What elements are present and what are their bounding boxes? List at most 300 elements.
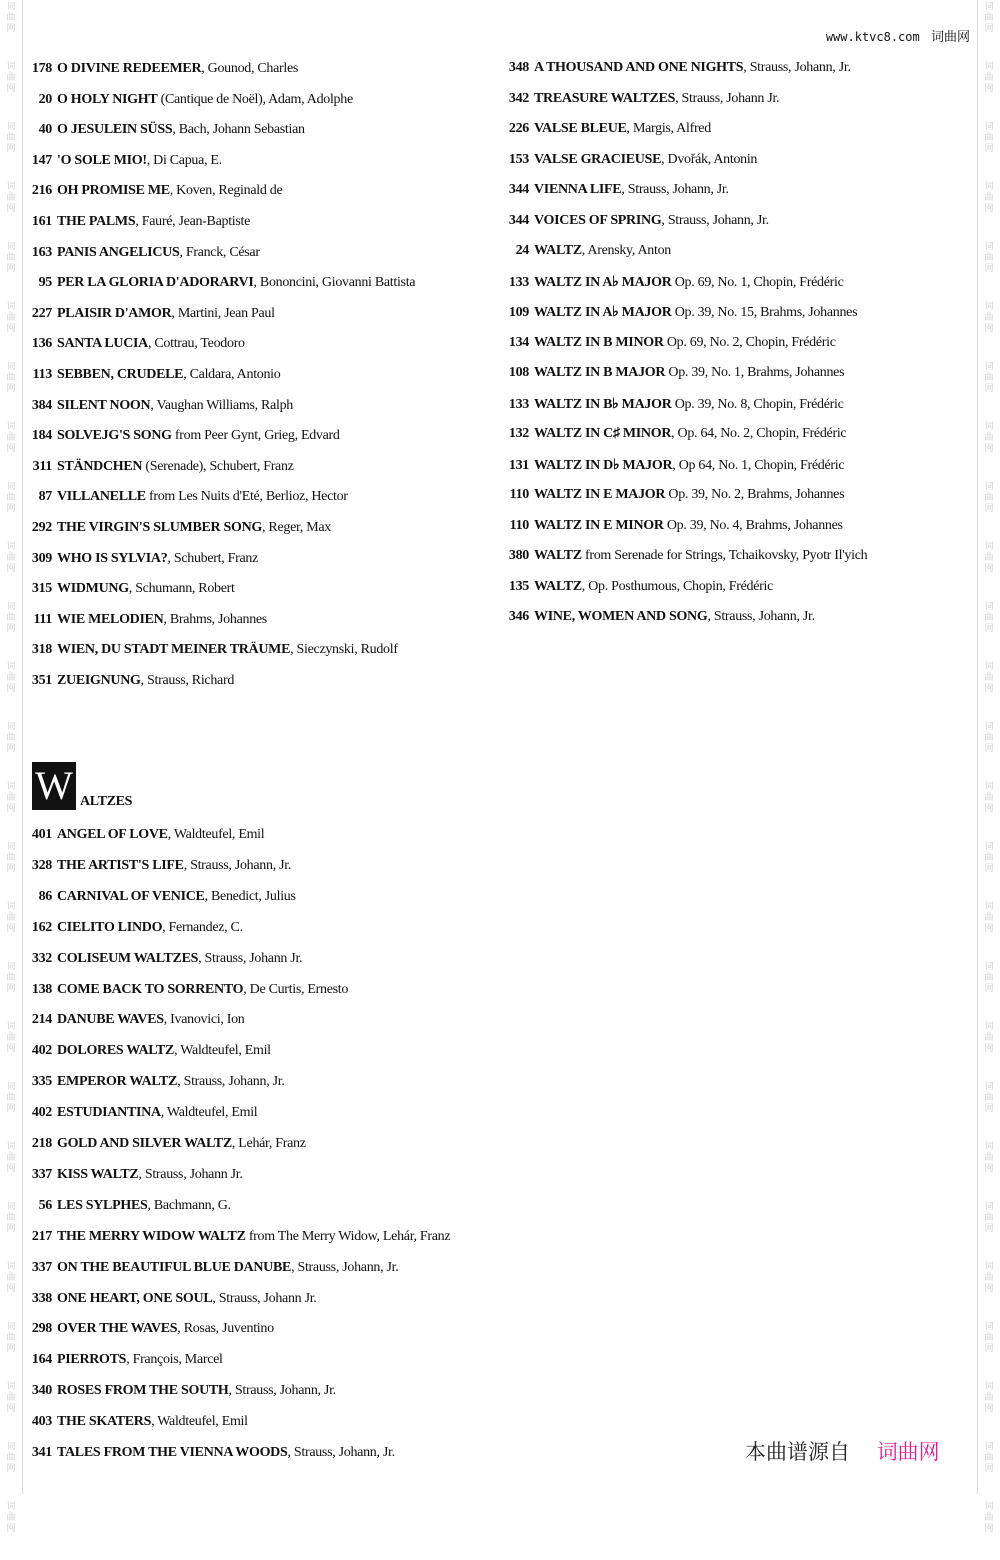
page-number: 380: [508, 548, 529, 563]
watermark-mark: 词 曲 网: [984, 1382, 994, 1414]
song-title: CARNIVAL OF VENICE: [57, 888, 205, 904]
song-composer: , Sieczynski, Rudolf: [290, 642, 398, 658]
song-composer: , Rosas, Juventino: [177, 1321, 274, 1337]
index-entry: [507, 335, 836, 351]
page-number: 138: [31, 981, 52, 997]
page-number: 132: [508, 426, 529, 441]
page-number: 153: [508, 151, 529, 167]
song-title: VIENNA LIFE: [534, 182, 622, 197]
song-title: EMPEROR WALTZ: [57, 1074, 178, 1090]
song-title: VILLANELLE: [57, 489, 146, 505]
song-composer: , Brahms, Johannes: [163, 611, 267, 627]
index-entry: [30, 367, 280, 383]
song-composer: , Strauss, Johann, Jr.: [707, 609, 815, 624]
index-entry: [30, 1043, 271, 1059]
song-composer: , Gounod, Charles: [201, 61, 299, 76]
index-entry: [30, 1445, 395, 1461]
song-composer: , Cottrau, Teodoro: [147, 336, 245, 352]
page-number: 341: [31, 1445, 52, 1460]
watermark-mark: 词 曲 网: [984, 1202, 994, 1234]
page-number: 218: [31, 1136, 52, 1151]
watermark-mark: 词 曲 网: [984, 2, 994, 34]
watermark-mark: 词 曲 网: [6, 62, 16, 94]
song-composer: , Lehár, Franz: [231, 1136, 306, 1151]
watermark-mark: 词 曲 网: [6, 362, 16, 394]
index-entry: [507, 182, 729, 198]
page-number: 384: [31, 397, 52, 413]
song-composer: , Strauss, Johann, Jr.: [177, 1074, 285, 1090]
song-title: WALTZ: [534, 548, 582, 563]
index-entry: [507, 243, 671, 259]
page-number: 133: [508, 274, 529, 290]
index-entry: [30, 398, 293, 414]
index-entry: [30, 1167, 243, 1183]
song-composer: , Benedict, Julius: [204, 888, 296, 904]
page-number: 162: [31, 919, 52, 935]
watermark-mark: 词 曲 网: [6, 602, 16, 634]
page-number: 335: [31, 1074, 52, 1090]
index-entry: [507, 457, 844, 474]
watermark-mark: 词 曲 网: [984, 1082, 994, 1114]
index-entry: [507, 487, 844, 503]
song-composer: (Serenade), Schubert, Franz: [142, 458, 294, 474]
page-number: 402: [31, 1043, 52, 1059]
watermark-mark: 词 曲 网: [6, 1262, 16, 1294]
song-title: PLAISIR D'AMOR: [57, 305, 172, 321]
index-entry: [30, 1074, 285, 1090]
watermark-mark: 词 曲 网: [984, 242, 994, 274]
index-entry: [30, 889, 296, 905]
page-number: 332: [31, 950, 52, 966]
index-entry: [30, 1321, 274, 1337]
song-composer: , Strauss, Johann, Jr.: [743, 60, 851, 75]
left-watermark-strip: [0, 0, 23, 1534]
page-number: 164: [31, 1352, 52, 1368]
watermark-mark: 词 曲 网: [6, 2, 16, 34]
page-number: 337: [31, 1259, 52, 1275]
watermark-mark: 词 曲 网: [984, 122, 994, 154]
watermark-mark: 词 曲 网: [6, 122, 16, 154]
page-number: 337: [31, 1166, 52, 1182]
watermark-mark: 词 曲 网: [984, 722, 994, 754]
watermark-mark: 词 曲 网: [6, 1502, 16, 1534]
page-number: 108: [508, 365, 529, 380]
song-composer: , Strauss, Johann, Jr.: [287, 1445, 395, 1460]
watermark-mark: 词 曲 网: [984, 362, 994, 394]
song-composer: , Op 64, No. 1, Chopin, Frédéric: [672, 457, 845, 473]
watermark-mark: 词 曲 网: [6, 1142, 16, 1174]
footer-source-text: 本曲谱源自: [745, 1440, 850, 1464]
watermark-mark: 词 曲 网: [6, 902, 16, 934]
song-composer: , Fauré, Jean-Baptiste: [135, 214, 251, 229]
song-title: THE SKATERS: [57, 1414, 152, 1430]
song-composer: , Strauss, Johann, Jr.: [621, 182, 729, 197]
song-title: WIEN, DU STADT MEINER TRÄUME: [57, 642, 291, 658]
page-number: 147: [31, 152, 52, 168]
index-entry: [30, 122, 305, 138]
watermark-mark: 词 曲 网: [6, 1322, 16, 1354]
song-title: DOLORES WALTZ: [57, 1043, 175, 1059]
page-number: 110: [509, 487, 529, 502]
page-number: 351: [31, 673, 52, 688]
song-title: ANGEL OF LOVE: [57, 827, 168, 842]
index-entry: [30, 1105, 257, 1121]
song-title: VOICES OF SPRING: [534, 212, 662, 228]
index-entry: [30, 612, 267, 628]
index-entry: [507, 121, 711, 137]
section-title-rest: ALTZES: [80, 794, 133, 809]
index-entry: [507, 548, 867, 564]
index-entry: [507, 91, 779, 107]
song-title: THE VIRGIN'S SLUMBER SONG: [57, 520, 263, 535]
page-number: 133: [508, 396, 529, 412]
watermark-mark: 词 曲 网: [6, 662, 16, 694]
index-entry: [30, 642, 398, 658]
watermark-mark: 词 曲 网: [6, 1382, 16, 1414]
song-composer: , Op. 64, No. 2, Chopin, Frédéric: [671, 426, 847, 441]
song-composer: , Waldteufel, Emil: [151, 1414, 248, 1430]
watermark-mark: 词 曲 网: [6, 542, 16, 574]
page-number: 178: [31, 61, 52, 76]
index-entry: [30, 336, 245, 352]
song-composer: Op. 39, No. 15, Brahms, Johannes: [671, 305, 858, 320]
song-composer: Op. 39, No. 8, Chopin, Frédéric: [671, 396, 844, 412]
index-entry: [30, 459, 294, 475]
page-number: 311: [32, 458, 52, 474]
song-title: THE PALMS: [57, 214, 136, 229]
page-number: 135: [508, 578, 529, 594]
footer-site-link[interactable]: 词曲网: [876, 1440, 940, 1464]
song-title: WHO IS SYLVIA?: [57, 550, 168, 566]
song-composer: , Strauss, Johann, Jr.: [228, 1383, 336, 1399]
song-title: WIE MELODIEN: [57, 611, 164, 627]
index-entry: [30, 306, 275, 322]
watermark-mark: 词 曲 网: [6, 722, 16, 754]
index-entry: [30, 1414, 248, 1430]
watermark-mark: 词 曲 网: [984, 182, 994, 214]
page-number: 344: [508, 182, 529, 197]
page-number: 56: [38, 1197, 52, 1213]
page-number: 216: [31, 183, 52, 199]
watermark-mark: 词 曲 网: [6, 1022, 16, 1054]
song-title: WALTZ IN E MAJOR: [534, 487, 666, 502]
watermark-mark: 词 曲 网: [984, 1142, 994, 1174]
song-title: WALTZ IN A♭ MAJOR: [534, 305, 672, 320]
watermark-mark: 词 曲 网: [984, 1442, 994, 1474]
watermark-mark: 词 曲 网: [6, 1202, 16, 1234]
page-number: 342: [508, 90, 529, 106]
page-number: 109: [508, 305, 529, 320]
song-composer: , Ivanovici, Ion: [163, 1012, 245, 1028]
page-number: 86: [38, 888, 52, 904]
song-title: TALES FROM THE VIENNA WOODS: [57, 1445, 288, 1460]
index-entry: [507, 426, 846, 442]
song-composer: , Waldteufel, Emil: [167, 827, 265, 842]
watermark-mark: 词 曲 网: [984, 1322, 994, 1354]
index-entry: [30, 1291, 317, 1307]
watermark-mark: 词 曲 网: [984, 842, 994, 874]
watermark-mark: 词 曲 网: [6, 302, 16, 334]
song-title: WALTZ IN D♭ MAJOR: [534, 457, 673, 473]
index-entry: [30, 982, 348, 998]
page-number: 348: [508, 60, 529, 75]
index-entry: [30, 245, 260, 261]
index-entry: [30, 1136, 306, 1152]
page-header: [826, 26, 970, 45]
song-title: O DIVINE REDEEMER: [57, 61, 202, 76]
song-composer: , Margis, Alfred: [626, 121, 711, 136]
index-entry: [507, 60, 851, 76]
page-number: 309: [31, 550, 52, 566]
index-entry: [30, 183, 282, 199]
index-entry: [30, 1012, 245, 1028]
song-composer: , Strauss, Johann Jr.: [212, 1290, 317, 1306]
song-title: VALSE GRACIEUSE: [534, 151, 662, 167]
site-brand: 词曲网: [930, 30, 970, 45]
song-title: WINE, WOMEN AND SONG: [534, 609, 708, 624]
index-entry: [507, 152, 757, 168]
song-composer: , Schumann, Robert: [128, 581, 235, 597]
watermark-mark: 词 曲 网: [984, 902, 994, 934]
page-number: 131: [508, 457, 529, 473]
song-title: COME BACK TO SORRENTO: [57, 981, 244, 997]
page-number: 344: [508, 212, 529, 228]
song-title: KISS WALTZ: [57, 1166, 139, 1182]
song-title: WALTZ: [534, 578, 582, 594]
song-composer: , Di Capua, E.: [146, 152, 222, 168]
song-title: ON THE BEAUTIFUL BLUE DANUBE: [57, 1259, 292, 1275]
song-composer: Op. 69, No. 1, Chopin, Frédéric: [671, 274, 844, 290]
song-title: ZUEIGNUNG: [57, 673, 141, 688]
song-composer: , Strauss, Johann, Jr.: [183, 857, 292, 873]
song-title: CIELITO LINDO: [57, 919, 163, 935]
song-composer: , Reger, Max: [262, 520, 331, 535]
song-title: SOLVEJG'S SONG: [57, 428, 172, 444]
song-composer: , De Curtis, Ernesto: [243, 981, 349, 997]
watermark-mark: 词 曲 网: [6, 482, 16, 514]
song-composer: , Strauss, Johann, Jr.: [661, 212, 769, 228]
page-number: 95: [38, 275, 52, 291]
song-composer: , Strauss, Johann Jr.: [198, 950, 303, 966]
page-number: 328: [31, 857, 52, 873]
song-composer: , Strauss, Richard: [140, 673, 235, 688]
song-title: SANTA LUCIA: [57, 336, 148, 352]
song-title: O HOLY NIGHT: [57, 91, 158, 107]
song-composer: , Fernandez, C.: [162, 919, 243, 935]
index-entry: [30, 1383, 336, 1399]
index-entry: [507, 274, 844, 291]
watermark-mark: 词 曲 网: [6, 1442, 16, 1474]
index-entry: [30, 1260, 398, 1276]
song-title: PANIS ANGELICUS: [57, 244, 180, 260]
song-composer: , François, Marcel: [126, 1352, 223, 1368]
right-watermark-strip: [977, 0, 1000, 1534]
page-number: 161: [31, 214, 52, 229]
index-entry: [507, 609, 815, 625]
page-number: 136: [31, 336, 52, 352]
page-number: 346: [508, 609, 529, 624]
page-number: 87: [38, 489, 52, 505]
song-title: THE ARTIST'S LIFE: [57, 857, 184, 873]
song-title: OVER THE WAVES: [57, 1321, 178, 1337]
song-title: COLISEUM WALTZES: [57, 950, 199, 966]
index-entry: [30, 581, 235, 597]
index-entry: [30, 1352, 223, 1368]
page-number: 217: [31, 1228, 52, 1244]
index-entry: [507, 396, 844, 413]
song-composer: from Peer Gynt, Grieg, Edvard: [171, 428, 340, 444]
song-composer: , Bach, Johann Sebastian: [172, 122, 305, 138]
index-entry: [507, 213, 769, 229]
song-title: PER LA GLORIA D'ADORARVI: [57, 275, 254, 291]
page-number: 134: [508, 334, 529, 350]
song-composer: , Bononcini, Giovanni Battista: [253, 275, 416, 291]
page-number: 315: [31, 581, 52, 597]
index-entry: [30, 1198, 231, 1214]
song-title: GOLD AND SILVER WALTZ: [57, 1136, 232, 1151]
watermark-mark: 词 曲 网: [984, 482, 994, 514]
index-entry: [30, 920, 243, 936]
song-title: WALTZ: [534, 243, 582, 258]
index-entry: [507, 579, 773, 595]
index-entry: [507, 365, 844, 381]
song-title: WALTZ IN E MINOR: [534, 517, 664, 533]
page-number: 226: [508, 121, 529, 136]
song-composer: , Koven, Reginald de: [169, 183, 283, 199]
watermark-mark: 词 曲 网: [984, 602, 994, 634]
index-entry: [30, 153, 222, 169]
song-title: SEBBEN, CRUDELE: [57, 367, 184, 382]
index-entry: [30, 520, 331, 536]
watermark-mark: 词 曲 网: [984, 962, 994, 994]
song-title: WALTZ IN A♭ MAJOR: [534, 274, 672, 290]
song-composer: , Caldara, Antonio: [183, 367, 281, 382]
song-title: ESTUDIANTINA: [57, 1105, 161, 1121]
index-entry: [30, 858, 291, 874]
song-composer: , Dvořák, Antonin: [661, 151, 758, 167]
song-title: DANUBE WAVES: [57, 1012, 164, 1028]
page-number: 110: [509, 517, 529, 533]
song-composer: from The Merry Widow, Lehár, Franz: [245, 1228, 451, 1244]
watermark-mark: 词 曲 网: [984, 1502, 994, 1534]
song-title: THE MERRY WIDOW WALTZ: [57, 1228, 246, 1244]
song-composer: , Vaughan Williams, Ralph: [150, 397, 293, 413]
song-title: O JESULEIN SÜSS: [57, 122, 173, 138]
song-composer: Op. 39, No. 1, Brahms, Johannes: [665, 365, 845, 380]
song-composer: (Cantique de Noël), Adam, Adolphe: [157, 91, 353, 107]
index-entry: [30, 551, 258, 567]
page-number: 163: [31, 244, 52, 260]
song-composer: , Franck, César: [179, 244, 260, 260]
index-entry: [30, 61, 298, 77]
song-composer: from Les Nuits d'Eté, Berlioz, Hector: [145, 489, 348, 505]
section-dropcap: W: [32, 762, 76, 810]
song-title: LES SYLPHES: [57, 1197, 148, 1213]
song-composer: , Schubert, Franz: [167, 550, 258, 566]
song-composer: , Bachmann, G.: [147, 1197, 231, 1213]
index-entry: [30, 827, 264, 843]
page-number: 113: [32, 367, 52, 382]
song-title: STÄNDCHEN: [57, 458, 143, 474]
watermark-mark: 词 曲 网: [6, 842, 16, 874]
page-number: 298: [31, 1321, 52, 1337]
song-composer: , Martini, Jean Paul: [171, 305, 275, 321]
index-entry: [30, 951, 302, 967]
song-title: WIDMUNG: [57, 581, 129, 597]
watermark-mark: 词 曲 网: [984, 422, 994, 454]
song-composer: Op. 39, No. 2, Brahms, Johannes: [665, 487, 845, 502]
song-title: ROSES FROM THE SOUTH: [57, 1383, 229, 1399]
song-title: 'O SOLE MIO!: [57, 152, 147, 168]
song-title: WALTZ IN B MAJOR: [534, 365, 666, 380]
song-composer: , Strauss, Johann Jr.: [138, 1166, 243, 1182]
page-number: 340: [31, 1383, 52, 1399]
page-number: 24: [515, 243, 529, 258]
song-composer: , Arensky, Anton: [581, 243, 671, 258]
watermark-mark: 词 曲 网: [984, 1022, 994, 1054]
page-number: 227: [31, 305, 52, 321]
watermark-mark: 词 曲 网: [984, 62, 994, 94]
song-title: WALTZ IN B MINOR: [534, 334, 664, 350]
page-number: 214: [31, 1012, 52, 1028]
index-entry: [507, 304, 857, 321]
page-number: 338: [31, 1290, 52, 1306]
song-title: TREASURE WALTZES: [534, 90, 676, 106]
watermark-mark: 词 曲 网: [6, 422, 16, 454]
index-entry: [30, 214, 250, 230]
index-entry: [30, 92, 353, 108]
song-composer: from Serenade for Strings, Tchaikovsky, Pyotr Il'yich: [581, 548, 868, 563]
song-title: WALTZ IN B♭ MAJOR: [534, 396, 672, 412]
page-number: 20: [38, 91, 52, 107]
song-composer: Op. 39, No. 4, Brahms, Johannes: [663, 517, 843, 533]
index-entry: [30, 1229, 450, 1245]
song-composer: , Waldteufel, Emil: [160, 1105, 258, 1121]
page-number: 184: [31, 428, 52, 444]
watermark-mark: 词 曲 网: [984, 302, 994, 334]
watermark-mark: 词 曲 网: [984, 1262, 994, 1294]
watermark-mark: 词 曲 网: [6, 962, 16, 994]
watermark-mark: 词 曲 网: [984, 662, 994, 694]
page-number: 318: [31, 642, 52, 658]
song-title: ONE HEART, ONE SOUL: [57, 1290, 213, 1306]
song-title: PIERROTS: [57, 1352, 127, 1368]
index-entry: [30, 489, 348, 505]
song-composer: , Strauss, Johann Jr.: [675, 90, 780, 106]
watermark-mark: 词 曲 网: [6, 242, 16, 274]
index-entry: [507, 518, 843, 534]
index-entry: [30, 275, 415, 291]
page-number: 401: [31, 827, 52, 842]
song-title: A THOUSAND AND ONE NIGHTS: [534, 60, 744, 75]
page-number: 403: [31, 1414, 52, 1430]
page-number: 292: [31, 520, 52, 535]
song-composer: , Waldteufel, Emil: [174, 1043, 271, 1059]
site-url[interactable]: www.ktvc8.com: [825, 30, 920, 44]
footer-source: [745, 1436, 940, 1466]
page-number: 40: [38, 122, 52, 138]
watermark-mark: 词 曲 网: [984, 542, 994, 574]
watermark-mark: 词 曲 网: [984, 782, 994, 814]
song-composer: , Op. Posthumous, Chopin, Frédéric: [581, 578, 774, 594]
watermark-mark: 词 曲 网: [6, 1082, 16, 1114]
song-title: WALTZ IN C♯ MINOR: [534, 426, 672, 441]
song-title: SILENT NOON: [57, 397, 151, 413]
index-entry: [30, 673, 234, 689]
song-title: VALSE BLEUE: [534, 121, 627, 136]
page-number: 111: [33, 611, 52, 627]
page-number: 402: [31, 1105, 52, 1121]
